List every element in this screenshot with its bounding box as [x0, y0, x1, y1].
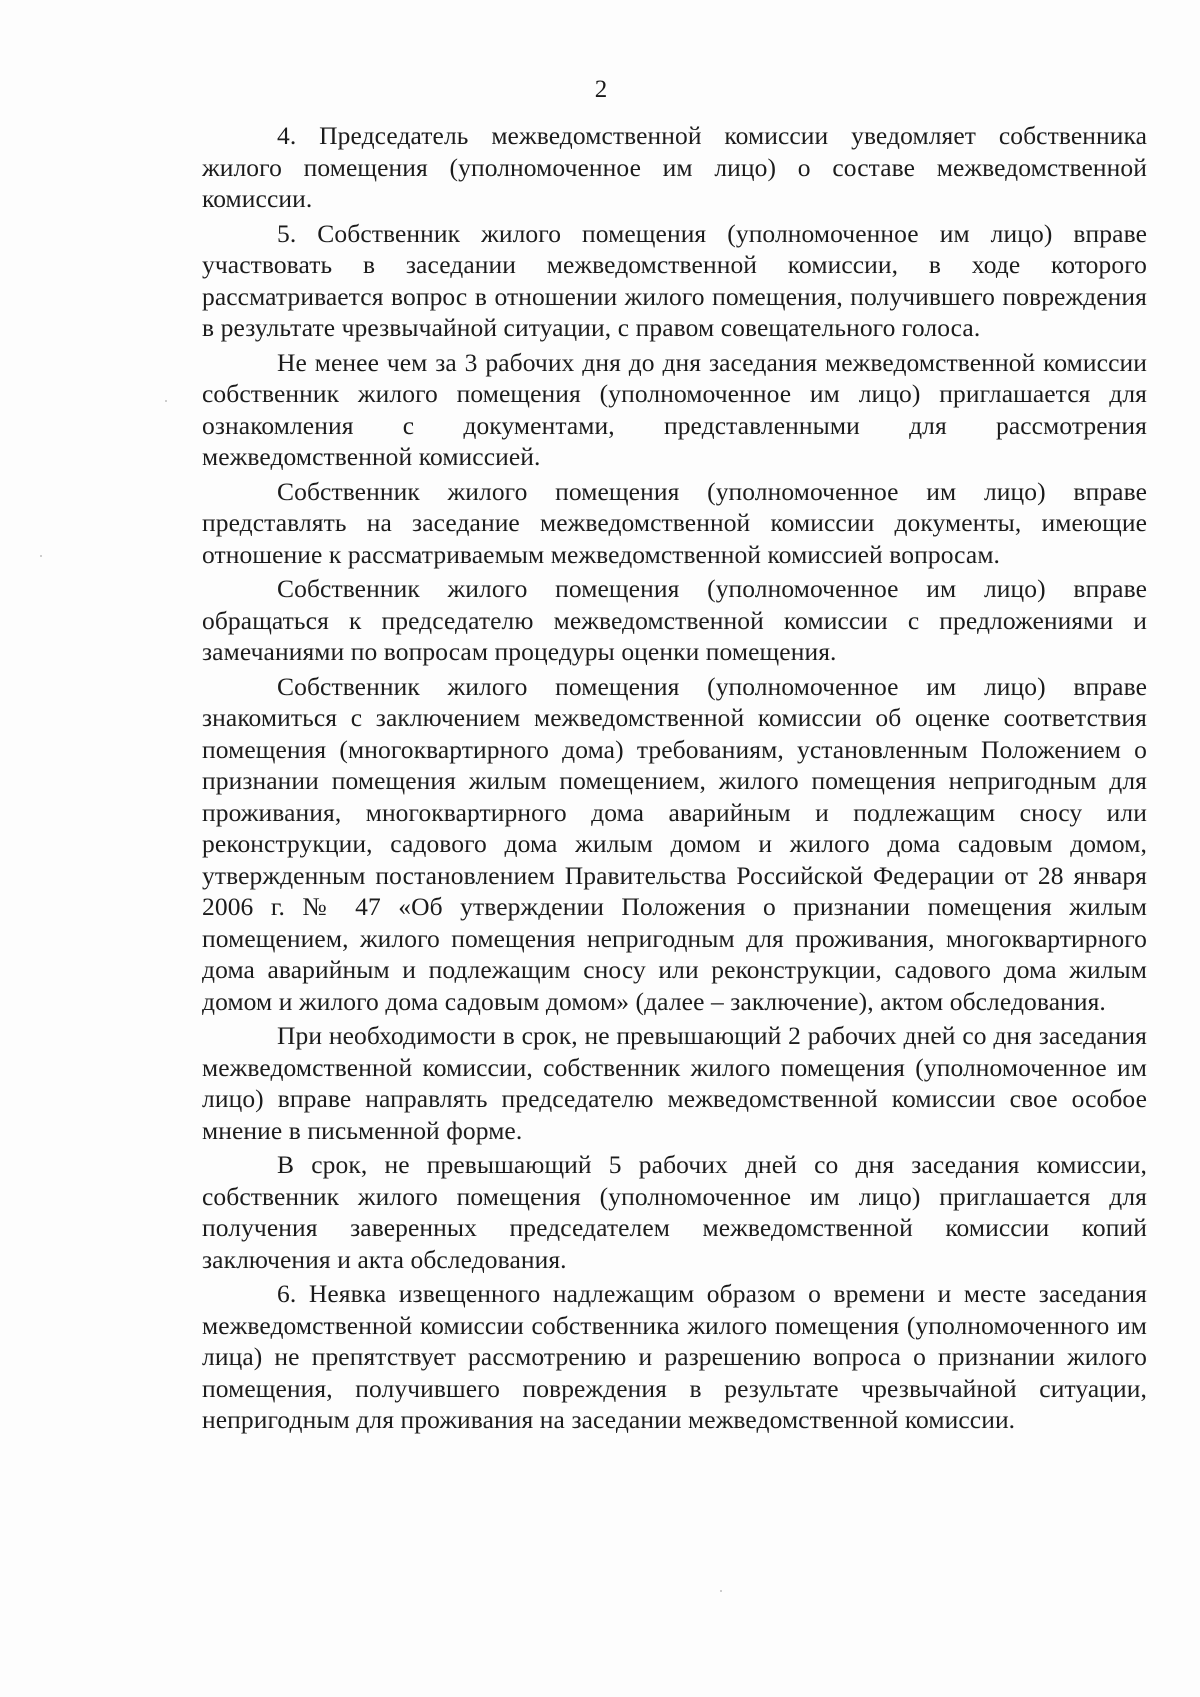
paragraph-item-6: 6. Неявка извещенного надлежащим образом о времени и месте заседания межведомственной комиссии собственника жилого помещения (уполномоченного им лица) не препятствует рассмотрению и разрешению вопроса о признании жилого помещения, получившего повреждения в результате чрезвычайной ситуации, непригодным для проживания на заседании межведомственной комиссии.	[202, 1279, 1147, 1434]
paragraph-special-opinion: При необходимости в срок, не превышающий 2 рабочих дней со дня заседания межведомственной комиссии, собственник жилого помещения (уполномоченное им лицо) вправе направлять председателю межведомственной комиссии свое особое мнение в письменной форме.	[202, 1021, 1147, 1145]
paragraph-notice-3-days: Не менее чем за 3 рабочих дня до дня заседания межведомственной комиссии собственник жилого помещения (уполномоченное им лицо) приглашается для ознакомления с документами, представленными для рассмотрения межведомственной комиссией.	[202, 347, 1147, 471]
page-number: 2	[594, 76, 608, 103]
scan-speck	[40, 555, 42, 557]
paragraph-certified-copies: В срок, не превышающий 5 рабочих дней со дня заседания комиссии, собственник жилого помещения (уполномоченное им лицо) приглашается для получения заверенных председателем межведомственной комиссии копий заключения и акта обследования.	[202, 1150, 1147, 1274]
paragraph-review-conclusion: Собственник жилого помещения (уполномоченное им лицо) вправе знакомиться с заключением межведомственной комиссии об оценке соответствия помещения (многоквартирного дома) требованиям, установленным Положением о признании помещения жилым помещением, жилого помещения непригодным для проживания, многоквартирного дома аварийным и подлежащим сносу или реконструкции, садового дома жилым домом и жилого дома садовым домом, утвержденным постановлением Правительства Российской Федерации от 28 января 2006 г. № 47 «Об утверждении Положения о признании помещения жилым помещением, жилого помещения непригодным для проживания, многоквартирного дома аварийным и подлежащим сносу или реконструкции, садового дома жилым домом и жилого дома садовым домом» (далее – заключение), актом обследования.	[202, 671, 1147, 1016]
paragraph-item-4: 4. Председатель межведомственной комиссии уведомляет собственника жилого помещения (уполномоченное им лицо) о составе межведомственной комиссии.	[202, 121, 1147, 213]
scan-speck	[720, 1590, 722, 1592]
document-body	[202, 120, 1147, 1439]
paragraph-item-5: 5. Собственник жилого помещения (уполномоченное им лицо) вправе участвовать в заседании межведомственной комиссии, в ходе которого рассматривается вопрос в отношении жилого помещения, получившего повреждения в результате чрезвычайной ситуации, с правом совещательного голоса.	[202, 218, 1147, 342]
paragraph-submit-documents: Собственник жилого помещения (уполномоченное им лицо) вправе представлять на заседание межведомственной комиссии документы, имеющие отношение к рассматриваемым межведомственной комиссией вопросам.	[202, 476, 1147, 569]
scan-speck	[165, 400, 167, 402]
paragraph-proposals: Собственник жилого помещения (уполномоченное им лицо) вправе обращаться к председателю межведомственной комиссии с предложениями и замечаниями по вопросам процедуры оценки помещения.	[202, 574, 1147, 666]
